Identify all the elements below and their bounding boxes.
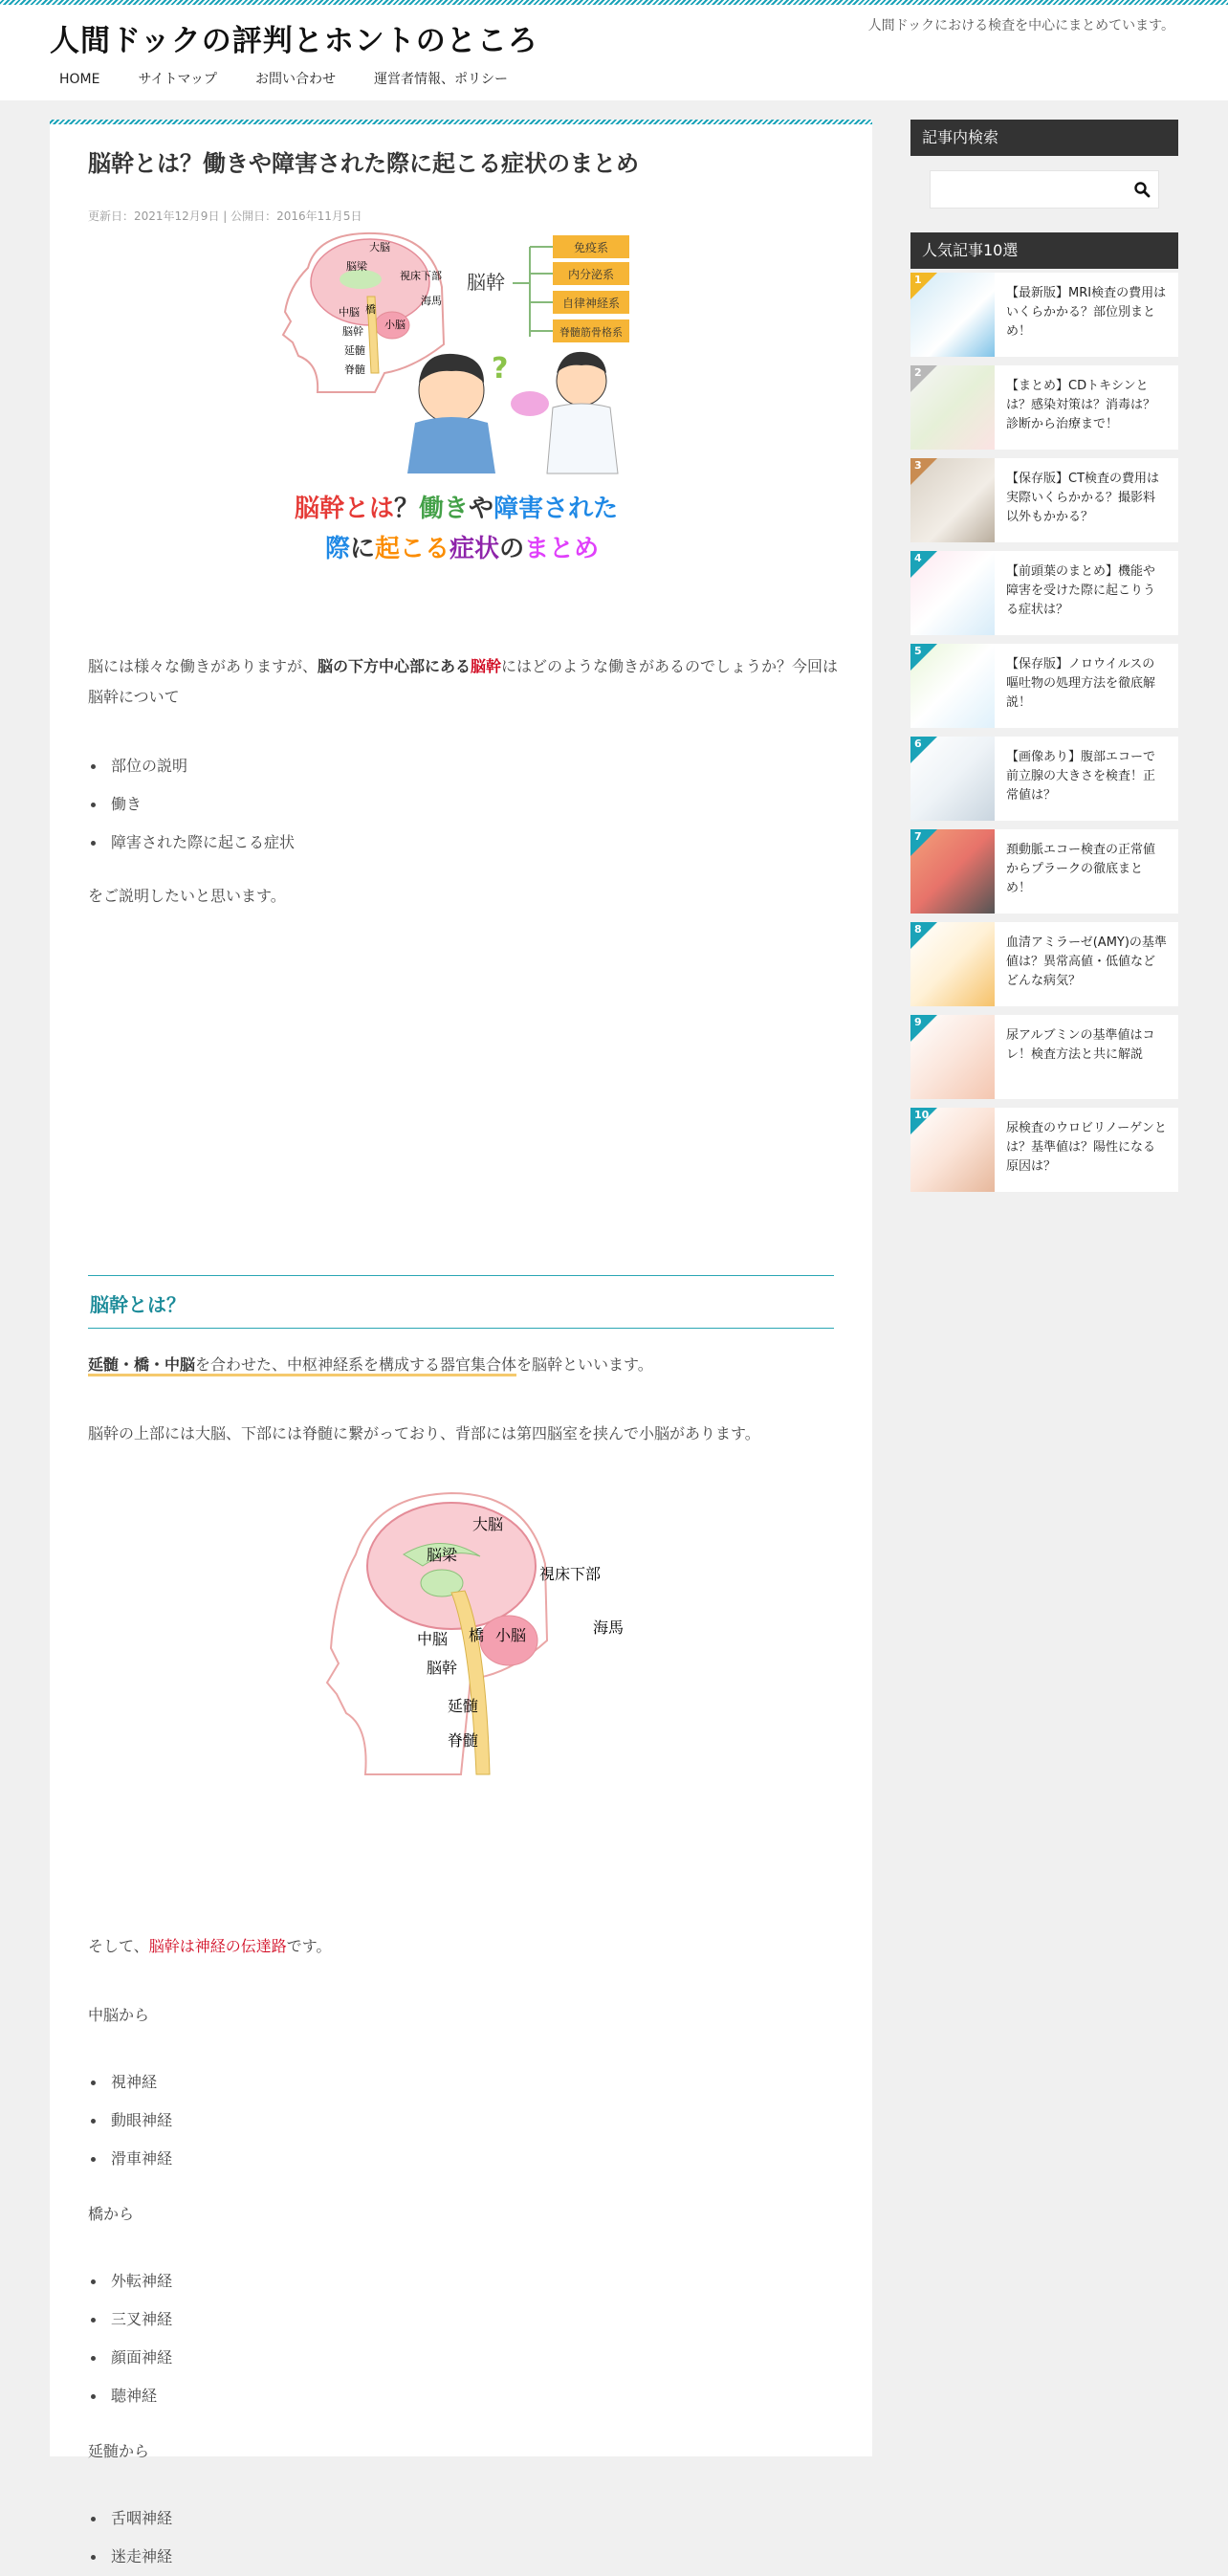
list-item: 動眼神経 [88, 2102, 844, 2140]
section-heading: 脳幹とは？ [88, 1275, 834, 1329]
popular-item[interactable] [910, 737, 1178, 821]
topics-after: をご説明したいと思います。 [88, 887, 286, 905]
description-paragraph: 脳幹の上部には大脳、下部には脊髄に繋がっており、背部には第四脳室を挟んで小脳があります。 [88, 1424, 760, 1442]
eyecatch-label: 中脳 [339, 306, 360, 319]
eyecatch-function-label: 免疫系 [573, 241, 609, 254]
brain-label: 延髄 [448, 1697, 479, 1715]
rank-number: 6 [914, 738, 922, 750]
list-item: 聴神経 [88, 2377, 844, 2415]
popular-item[interactable] [910, 458, 1178, 542]
definition-mid: を合わせた、中枢神経系を構成する器官集合体 [195, 1355, 517, 1374]
article-dates: 更新日：2021年12月9日 | 公開日：2016年11月5日 [88, 209, 362, 223]
eyecatch-question-mark: ? [492, 352, 509, 385]
eyecatch-center-label: 脳幹 [467, 271, 505, 294]
eyecatch-function-label: 内分泌系 [567, 268, 615, 281]
popular-thumbnail[interactable] [910, 1015, 995, 1099]
site-description: 人間ドックにおける検査を中心にまとめています。 [867, 18, 1174, 33]
definition-end: を脳幹といいます。 [516, 1355, 653, 1374]
route-text: そして、 [88, 1937, 149, 1955]
main-content [50, 120, 872, 2565]
list-item: 迷走神経 [88, 2538, 844, 2576]
eyecatch-patient-body [407, 417, 495, 473]
intro-text: 脳には様々な働きがありますが、 [88, 657, 318, 675]
brain-label: 大脳 [472, 1515, 504, 1533]
definition-paragraph [88, 1350, 844, 1380]
list-item: 障害された際に起こる症状 [88, 824, 844, 862]
popular-item[interactable] [910, 273, 1178, 357]
popular-item[interactable] [910, 365, 1178, 450]
list-item: 三叉神経 [88, 2301, 844, 2339]
intro-paragraph [88, 651, 844, 713]
nav-sitemap[interactable]: サイトマップ [138, 72, 217, 87]
eyecatch-doctor-coat [547, 404, 618, 473]
brain-label: 視床下部 [539, 1565, 602, 1583]
eyecatch-label: 脊髄 [344, 363, 365, 376]
nav-home[interactable]: HOME [59, 72, 100, 87]
site-title[interactable]: 人間ドックの評判とホントのところ [50, 24, 538, 58]
popular-item[interactable] [910, 551, 1178, 635]
brain-cerebrum [367, 1503, 536, 1629]
list-item: 視神経 [88, 2063, 844, 2102]
midbrain-heading: 中脳から [88, 2006, 150, 2024]
popular-thumbnail[interactable] [910, 644, 995, 728]
intro-bold: 脳の下方中心部にある [318, 657, 471, 675]
popular-item[interactable] [910, 1108, 1178, 1192]
nav-contact[interactable]: お問い合わせ [254, 72, 336, 87]
topic-list [88, 747, 844, 862]
popular-title[interactable]: 【まとめ】CDトキシンとは？感染対策は？消毒は？診断から治療まで！ [1006, 379, 1156, 431]
popular-widget-title: 人気記事10選 [910, 232, 1178, 269]
brain-label: 海馬 [593, 1618, 625, 1637]
popular-thumbnail[interactable] [910, 1108, 995, 1192]
search-widget-title: 記事内検索 [910, 120, 1178, 156]
sidebar [910, 120, 1178, 1200]
popular-list [910, 273, 1178, 1192]
popular-title[interactable]: 【保存版】CT検査の費用は実際いくらかかる？撮影料以外もかかる？ [1006, 472, 1160, 524]
list-item: 外転神経 [88, 2262, 844, 2301]
midbrain-list [88, 2063, 844, 2178]
popular-thumbnail[interactable] [910, 365, 995, 450]
eyecatch-label: 延髄 [344, 344, 365, 357]
list-item: 滑車神経 [88, 2140, 844, 2178]
popular-item[interactable] [910, 829, 1178, 914]
intro-red: 脳幹 [471, 657, 502, 675]
popular-thumbnail[interactable] [910, 551, 995, 635]
route-text-end: です。 [286, 1937, 332, 1955]
brain-label: 脳梁 [427, 1546, 458, 1564]
main-accent-bar [50, 120, 872, 124]
brain-diagram [327, 1487, 643, 1774]
eyecatch-label: 橋 [365, 303, 376, 316]
rank-number: 4 [914, 552, 922, 564]
eyecatch-small-brain [511, 391, 549, 416]
popular-title[interactable]: 【画像あり】腹部エコーで前立腺の大きさを検査！正常値は？ [1006, 750, 1156, 803]
eyecatch-title-line1: 脳幹とは？働きや障害された [295, 495, 619, 523]
list-item: 舌咽神経 [88, 2499, 844, 2538]
rank-number: 7 [914, 830, 922, 843]
popular-thumbnail[interactable] [910, 273, 995, 357]
brain-label: 脳幹 [427, 1659, 458, 1677]
rank-number: 2 [914, 366, 922, 379]
eyecatch-function-label: 自律神経系 [561, 297, 621, 310]
popular-title[interactable]: 尿検査のウロビリノーゲンとは？基準値は？陽性になる原因は？ [1006, 1121, 1167, 1174]
popular-thumbnail[interactable] [910, 829, 995, 914]
popular-item[interactable] [910, 644, 1178, 728]
popular-item[interactable] [910, 1015, 1178, 1099]
eyecatch-label: 大脳 [369, 241, 390, 253]
popular-title[interactable]: 【最新版】MRI検査の費用はいくらかかる？部位別まとめ！ [1006, 286, 1167, 339]
route-paragraph [88, 1931, 844, 1962]
intro-text-end: にはどのような働きがあるのでしょうか？今回は脳幹について [88, 657, 839, 706]
eyecatch-label: 小脳 [384, 319, 406, 331]
search-widget [910, 120, 1178, 232]
brain-label: 橋 [469, 1626, 485, 1644]
popular-title[interactable]: 血清アミラーゼ(AMY)の基準値は？異常高値・低値などどんな病気？ [1006, 936, 1167, 988]
pons-heading: 橋から [88, 2205, 135, 2223]
rank-number: 1 [914, 274, 922, 286]
popular-title[interactable]: 【前頭葉のまとめ】機能や障害を受けた際に起こりうる症状は？ [1006, 564, 1156, 617]
popular-thumbnail[interactable] [910, 737, 995, 821]
search-box [930, 170, 1159, 209]
route-red: 脳幹は神経の伝達路 [148, 1937, 287, 1955]
eyecatch-label: 海馬 [421, 295, 442, 307]
popular-thumbnail[interactable] [910, 922, 995, 1006]
search-icon[interactable] [1133, 181, 1151, 198]
popular-title[interactable]: 頚動脈エコー検査の正常値からプラークの徹底まとめ！ [1006, 843, 1156, 895]
list-item: 顔面神経 [88, 2339, 844, 2377]
rank-number: 8 [914, 923, 922, 936]
medulla-heading: 延髄から [88, 2442, 150, 2460]
popular-item[interactable] [910, 922, 1178, 1006]
medulla-list [88, 2499, 844, 2576]
site-header [0, 5, 1228, 100]
search-input[interactable] [931, 171, 1122, 208]
rank-number: 3 [914, 459, 922, 472]
eyecatch-title-line2: 際に起こる症状のまとめ [325, 535, 600, 563]
brain-label: 中脳 [417, 1630, 449, 1648]
rank-number: 9 [914, 1016, 922, 1028]
eyecatch-label: 脳幹 [342, 325, 363, 338]
brain-label: 脊髄 [448, 1731, 479, 1750]
pons-list [88, 2262, 844, 2415]
eyecatch-connector [513, 247, 553, 337]
article-title: 脳幹とは？働きや障害された際に起こる症状のまとめ [88, 150, 639, 177]
popular-thumbnail[interactable] [910, 458, 995, 542]
nav-about[interactable]: 運営者情報、ポリシー [373, 72, 508, 87]
popular-title[interactable]: 【保存版】ノロウイルスの嘔吐物の処理方法を徹底解説！ [1006, 657, 1156, 710]
eyecatch-label: 脳梁 [346, 260, 367, 273]
brain-label: 小脳 [495, 1626, 527, 1644]
global-nav [44, 70, 523, 89]
list-item: 部位の説明 [88, 747, 844, 785]
list-item: 働き [88, 785, 844, 824]
eyecatch-image [279, 230, 643, 583]
definition-bold: 延髄・橋・中脳 [88, 1355, 196, 1374]
eyecatch-function-label: 脊髄筋骨格系 [559, 326, 623, 339]
rank-number: 10 [914, 1109, 930, 1121]
rank-number: 5 [914, 645, 922, 657]
eyecatch-corpus-callosum [340, 270, 382, 289]
eyecatch-label: 視床下部 [400, 270, 442, 282]
popular-title[interactable]: 尿アルブミンの基準値はコレ！検査方法と共に解説 [1006, 1028, 1155, 1062]
definition-highlight [88, 1355, 516, 1376]
